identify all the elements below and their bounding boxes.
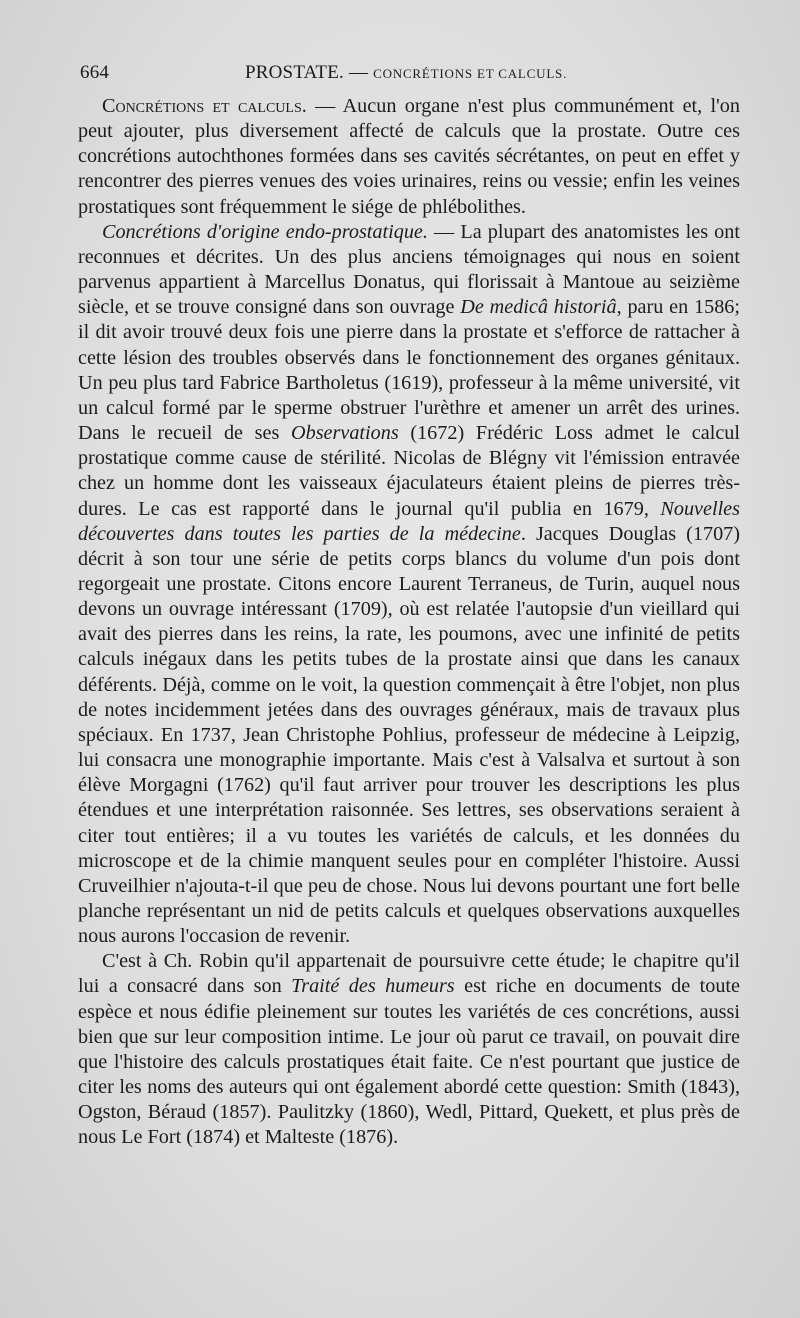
paragraph (78, 94, 740, 220)
italic-title: Nouvelles découvertes dans toutes les parties de la médecine (78, 497, 740, 545)
text-run: est riche en documents de toute espèce et nous édifie pleinement sur toutes les variétés de ces concrétions, aussi bien que sur leur composition intime. Le jour où parut ce travail, on pouvait dire que l'histoire des calculs prostatiques était faite. Ce n'est pourtant que justice de citer les noms des auteurs qui ont également abordé cette question: Smith (1843), Ogston, Béraud (1857). Paulitzky (1860), Wedl, Pittard, Quekett, et plus près de nous Le Fort (1874) et Malteste (1876). (78, 975, 740, 1149)
text-run: (1672) Frédéric Loss admet le calcul prostatique comme cause de stérilité. Nicolas de Blégny vit l'émission entravée chez un homme dont les vaisseaux éjaculateurs étaient pleins de pierres très-dures. Le cas est rapporté dans le journal qu'il publia en 1679, (78, 422, 740, 520)
subsection-heading: Concrétions d'origine endo-prostatique. (102, 220, 428, 243)
header-subtitle: CONCRÉTIONS ET CALCULS. (373, 66, 568, 81)
running-header (80, 62, 720, 86)
text-run: . Jacques Douglas (1707) décrit à son tour une série de petits corps blancs du volume d'un pois dont regorgeait une prostate. Citons encore Laurent Terraneus, de Turin, auquel nous devons un ouvrage intéressant (1709), où est relatée l'autopsie d'un vieillard qui avait des pierres dans les reins, la rate, les poumons, avec une infinité de petits calculs inégaux dans les petits tubes de la prostate ainsi que dans les canaux déférents. Déjà, comme on le voit, la question commençait à être l'objet, non plus de notes incidemment jetées dans des ouvrages généraux, mais de travaux plus spéciaux. En 1737, Jean Christophe Pohlius, professeur de médecine à Leipzig, lui consacra une monographie importante. Mais c'est à Valsalva et surtout à son élève Morgagni (1762) qu'il faut arriver pour trouver les descriptions les plus étendues et une interprétation raisonnée. Ses lettres, ses observations seraient à citer tout entières; il a vu toutes les variétés de calculs, et les données du microscope et de la chimie manquent seules pour en compléter l'histoire. Aussi Cruveilhier n'ajouta-t-il que peu de chose. Nous lui devons pourtant une fort belle planche représentant un nid de petits calculs et quelques observations auxquelles nous aurons l'occasion de revenir. (78, 522, 740, 948)
italic-title: De medicâ historiâ (460, 296, 617, 319)
header-title: PROSTATE. (245, 62, 344, 83)
text-run: C'est à Ch. Robin qu'il appartenait de poursuivre cette étude; le chapitre qu'il lui a consacré dans son (78, 950, 740, 998)
italic-title: Traité des humeurs (291, 975, 455, 998)
page-number: 664 (80, 62, 110, 83)
italic-title: Observations (291, 422, 399, 445)
header-dash: — (348, 62, 369, 83)
text-run: — La plupart des anatomistes les ont reconnues et décrites. Un des plus anciens témoignages qui nous en soient parvenus appartient à Marcellus Donatus, qui florissait à Mantoue au seizième siècle, et se trouve consigné dans son ouvrage (78, 220, 740, 319)
paragraph (78, 220, 740, 950)
running-title (245, 62, 567, 84)
section-heading: Concrétions et calculs. (102, 95, 307, 117)
text-run: — Aucun organe n'est plus communément et, l'on peut ajouter, plus diversement affecté de calculs que la prostate. Outre ces concrétions autochthones formées dans ses cavités sécrétantes, on peut en effet y rencontrer des pierres venues des voies urinaires, reins ou vessie; enfin les veines prostatiques sont fréquemment le siége de phlébolithes. (78, 95, 740, 218)
body-text (78, 94, 740, 1151)
text-run: , paru en 1586; il dit avoir trouvé deux fois une pierre dans la prostate et s'efforce de rattacher à cette lésion des troubles observés dans le fonctionnement des organes génitaux. Un peu plus tard Fabrice Bartholetus (1619), professeur à la même université, vit un calcul formé par le sperme obstruer l'urèthre et amener un arrêt des urines. Dans le recueil de ses (78, 296, 740, 445)
paragraph (78, 949, 740, 1150)
